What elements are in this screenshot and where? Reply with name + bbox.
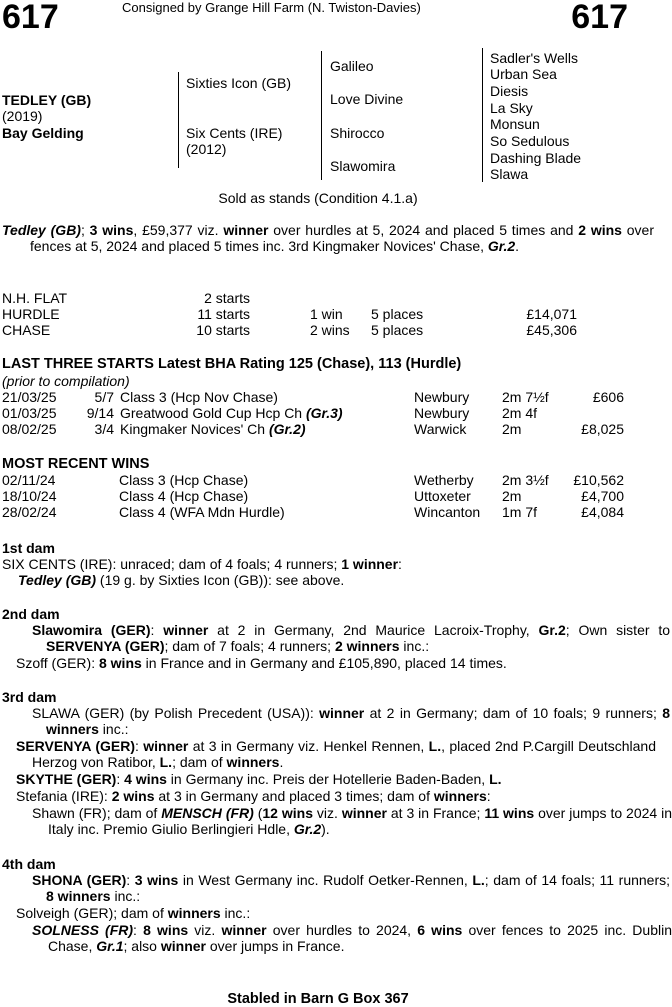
recent-wins-table (2, 472, 624, 520)
dam-winners: 1 winner (341, 556, 399, 572)
dam-text: inc.: (98, 721, 129, 737)
progeny-text: : (486, 788, 491, 804)
record-amount (481, 290, 577, 306)
progeny-winners: winners (226, 754, 280, 770)
pedigree-line-1 (178, 72, 179, 168)
progeny-text: : (133, 922, 144, 938)
start-date: 08/02/25 (2, 421, 57, 437)
pedigree-line-2 (321, 51, 322, 180)
progeny-wins: 8 wins (143, 922, 189, 938)
start-date: 01/03/25 (2, 405, 57, 421)
third-dam-progeny-2 (2, 771, 626, 787)
progeny-text: , placed 2nd P.Cargill Deutschland Herzog von Ratibor, (32, 738, 656, 770)
record-wins: 2 wins (310, 322, 350, 338)
fourth-dam-heading: 4th dam (2, 856, 56, 872)
record-wins (250, 290, 370, 306)
dam-text: inc.: (110, 888, 141, 904)
progeny-text: at 3 in Germany and placed 3 times; dam of (154, 788, 434, 804)
first-dam-line (2, 556, 626, 572)
record-wins: 1 win (310, 306, 343, 322)
grandsire-2: Shirocco (330, 125, 385, 141)
record-places: 5 places (371, 306, 424, 322)
lot-number-right: 617 (571, 0, 628, 36)
record-starts: 2 starts (204, 290, 250, 306)
record-places: 5 places (371, 322, 424, 338)
dam-winners: 2 winners (334, 638, 400, 654)
dam-text: ; Own sister to (565, 622, 671, 638)
start-course: Newbury (414, 405, 470, 421)
progeny-name: SOLNESS (FR) (32, 922, 134, 938)
progeny-text: over fences to 2025 inc. Dublin Chase, (48, 922, 672, 954)
table-row (2, 290, 577, 306)
dam-wins: 3 wins (134, 872, 179, 888)
record-type: CHASE (2, 322, 51, 338)
progeny-name: SKYTHE (GER) (16, 771, 117, 787)
progeny-text: over hurdles to 2024, (266, 922, 418, 938)
great-grandparent-8: Slawa (490, 166, 529, 182)
dam-listed: L. (472, 872, 485, 888)
third-dam-progeny-1 (2, 738, 656, 770)
progeny-text: viz. (313, 805, 342, 821)
second-dam-heading: 2nd dam (2, 606, 60, 622)
progeny-winners: winners (167, 905, 221, 921)
summary-name: Tedley (GB) (2, 222, 81, 238)
last-three-note: (prior to compilation) (2, 373, 130, 389)
progeny-text: ( (253, 805, 263, 821)
start-course: Warwick (414, 421, 467, 437)
progeny-name: Stefania (IRE): (16, 788, 112, 804)
second-dam-entry (2, 622, 670, 654)
third-dam-progeny-3 (2, 788, 626, 804)
progeny-wins: 12 wins (262, 805, 313, 821)
dam-text: : (126, 872, 135, 888)
table-row (2, 405, 624, 421)
progeny-winner: winner (160, 938, 206, 954)
start-prize (558, 405, 624, 421)
race-grade: (Gr.2) (268, 421, 306, 437)
table-row (2, 322, 577, 338)
dam-text: SLAWA (GER) (by Polish Precedent (USA)): (32, 705, 320, 721)
progeny-winner: winner (143, 738, 189, 754)
progeny-winner: winner (341, 805, 387, 821)
dam-text: : (398, 556, 402, 572)
dam-name: Slawomira (GER) (32, 622, 151, 638)
start-position: 5/7 (94, 389, 114, 405)
start-prize: £8,025 (581, 421, 624, 437)
dam-text: SIX CENTS (IRE): unraced; dam of 4 foals; 4 runners; (2, 556, 342, 572)
dam-text: ; dam of 14 foals; 11 runners; (484, 872, 671, 888)
table-row (2, 472, 624, 488)
summary-text: . (515, 238, 520, 254)
progeny-text: viz. (188, 922, 222, 938)
horse-description: Bay Gelding (2, 125, 84, 141)
progeny-name: Szoff (GER): (16, 655, 99, 671)
record-type: N.H. FLAT (2, 290, 68, 306)
second-dam-progeny (2, 655, 626, 671)
great-grandparent-6: So Sedulous (490, 133, 570, 149)
race-summary (2, 222, 654, 254)
progeny-winner: winner (221, 922, 267, 938)
dam-winners: 8 winners (46, 705, 671, 737)
dam-text: inc.: (399, 638, 430, 654)
progeny-winners: winners (433, 788, 487, 804)
progeny-grade: Gr.1 (96, 938, 124, 954)
last-three-table (2, 389, 624, 437)
summary-text: ; (80, 222, 90, 238)
third-dam-progeny-4 (2, 805, 672, 837)
start-position: 9/14 (86, 405, 114, 421)
sire-name: Sixties Icon (GB) (186, 75, 292, 91)
progeny-text: over jumps in France. (205, 938, 345, 954)
win-distance: 2m (502, 488, 522, 504)
start-course: Newbury (414, 389, 470, 405)
win-prize: £4,700 (581, 488, 624, 504)
progeny-listed: L. (159, 754, 173, 770)
progeny-text: in Germany inc. Preis der Hotellerie Baden-Baden, (166, 771, 490, 787)
win-distance: 1m 7f (502, 504, 538, 520)
summary-text: , £59,377 viz. (133, 222, 224, 238)
win-prize: £10,562 (573, 472, 624, 488)
grandsire-1: Galileo (330, 58, 374, 74)
dam-name: SHONA (GER) (32, 872, 127, 888)
horse-year: (2019) (2, 108, 43, 124)
granddam-1: Love Divine (330, 91, 404, 107)
race-name: Kingmaker Novices' Ch (120, 421, 269, 437)
great-grandparent-2: Urban Sea (490, 66, 557, 82)
progeny-wins: 11 wins (484, 805, 535, 821)
progeny-listed: L. (489, 771, 502, 787)
third-dam-heading: 3rd dam (2, 689, 57, 705)
fourth-dam-entry (2, 872, 670, 904)
progeny-grade: Gr.2 (293, 821, 322, 837)
dam-text: : (150, 622, 164, 638)
record-amount: £14,071 (526, 306, 577, 322)
great-grandparent-4: La Sky (490, 100, 533, 116)
win-date: 18/10/24 (2, 488, 57, 504)
record-type: HURDLE (2, 306, 60, 322)
start-race (120, 405, 414, 421)
summary-winner: winner (223, 222, 269, 238)
progeny-text: ; dam of (172, 754, 227, 770)
progeny-text: inc.: (220, 905, 251, 921)
summary-wins: 3 wins (89, 222, 134, 238)
win-prize: £4,084 (581, 504, 624, 520)
table-row (2, 306, 577, 322)
progeny-wins: 2 wins (111, 788, 155, 804)
win-course: Uttoxeter (414, 488, 471, 504)
lot-number-left: 617 (2, 0, 59, 36)
recent-wins-heading: MOST RECENT WINS (2, 456, 150, 472)
progeny-text: : (116, 771, 125, 787)
progeny-name: Solveigh (GER); dam of (16, 905, 168, 921)
dam-text: in West Germany inc. Rudolf Oetker-Rennen, (178, 872, 473, 888)
start-race (120, 421, 414, 437)
dam-year: (2012) (186, 141, 227, 157)
progeny-name-bold: MENSCH (FR) (161, 805, 254, 821)
win-date: 02/11/24 (2, 472, 56, 488)
start-prize: £606 (592, 389, 624, 405)
third-dam-entry (2, 705, 670, 737)
fourth-dam-progeny-2 (2, 922, 672, 954)
table-row (2, 421, 624, 437)
summary-wins: 2 wins (578, 222, 622, 238)
progeny-text: : (134, 738, 144, 754)
fourth-dam-progeny-1 (2, 905, 626, 921)
table-row (2, 389, 624, 405)
win-course: Wincanton (414, 504, 481, 520)
progeny-text: (19 g. by Sixties Icon (GB)): see above. (96, 572, 345, 588)
stabling-info: Stabled in Barn G Box 367 (227, 991, 409, 1007)
start-distance: 2m 4f (502, 405, 538, 421)
start-position: 3/4 (94, 421, 114, 437)
win-course: Wetherby (414, 472, 474, 488)
great-grandparent-1: Sadler's Wells (490, 50, 578, 66)
start-distance: 2m (502, 421, 522, 437)
progeny-name: SERVENYA (GER) (16, 738, 135, 754)
dam-grade: Gr.2 (538, 622, 566, 638)
granddam-2: Slawomira (330, 158, 396, 174)
progeny-text: at 3 in France; (386, 805, 485, 821)
summary-text: over fences at 5, 2024 and placed 5 times inc. 3rd Kingmaker Novices' Chase, (30, 222, 654, 254)
progeny-wins: 6 wins (417, 922, 463, 938)
start-distance: 2m 7½f (502, 389, 549, 405)
dam-winner: winner (163, 622, 209, 638)
dam-text: at 2 in Germany; dam of 10 foals; 9 runners; (364, 705, 663, 721)
last-three-heading: LAST THREE STARTS Latest BHA Rating 125 (Chase), 113 (Hurdle) (2, 356, 462, 372)
race-name: Class 3 (Hcp Nov Chase) (120, 389, 278, 405)
progeny-name: Shawn (FR); dam of (32, 805, 162, 821)
record-amount: £45,306 (526, 322, 577, 338)
table-row (2, 504, 624, 520)
start-race (120, 389, 414, 405)
racing-record-table (2, 290, 577, 338)
dam-text: ; dam of 7 foals; 4 runners; (164, 638, 335, 654)
progeny-text: over jumps to 2024 in Italy inc. Premio Giulio Berlingieri Hdle, (48, 805, 672, 837)
progeny-text: in France and in Germany and £105,890, placed 14 times. (141, 655, 507, 671)
summary-grade: Gr.2 (487, 238, 516, 254)
record-starts: 11 starts (197, 306, 250, 322)
first-dam-heading: 1st dam (2, 540, 55, 556)
win-date: 28/02/24 (2, 504, 57, 520)
win-distance: 2m 3½f (502, 472, 549, 488)
dam-name: Six Cents (IRE) (186, 125, 283, 141)
summary-text: over hurdles at 5, 2024 and placed 5 times and (268, 222, 579, 238)
dam-sister: SERVENYA (GER) (46, 638, 165, 654)
great-grandparent-7: Dashing Blade (490, 150, 582, 166)
dam-winner: winner (319, 705, 365, 721)
progeny-name: Tedley (GB) (18, 572, 97, 588)
record-starts: 10 starts (196, 322, 250, 338)
dam-text: at 2 in Germany, 2nd Maurice Lacroix-Trophy, (208, 622, 539, 638)
great-grandparent-5: Monsun (490, 116, 540, 132)
great-grandparent-3: Diesis (490, 83, 529, 99)
dam-winners: 8 winners (46, 888, 111, 904)
first-dam-progeny (2, 572, 626, 588)
win-race: Class 4 (Hcp Chase) (119, 488, 249, 504)
start-date: 21/03/25 (2, 389, 57, 405)
progeny-text: at 3 in Germany viz. Henkel Rennen, (188, 738, 429, 754)
win-race: Class 3 (Hcp Chase) (119, 472, 249, 488)
table-row (2, 488, 624, 504)
horse-name: TEDLEY (GB) (2, 92, 92, 108)
progeny-listed: L. (428, 738, 442, 754)
progeny-text: . (279, 754, 284, 770)
sale-condition: Sold as stands (Condition 4.1.a) (218, 190, 418, 206)
pedigree-line-3 (482, 48, 483, 182)
progeny-text: ). (321, 821, 330, 837)
progeny-wins: 8 wins (98, 655, 142, 671)
race-name: Greatwood Gold Cup Hcp Ch (120, 405, 306, 421)
record-places (370, 290, 481, 306)
race-grade: (Gr.3) (305, 405, 343, 421)
progeny-text: ; also (123, 938, 161, 954)
consignor: Consigned by Grange Hill Farm (N. Twiston-Davies) (122, 0, 421, 15)
progeny-wins: 4 wins (124, 771, 167, 787)
win-race: Class 4 (WFA Mdn Hurdle) (119, 504, 285, 520)
